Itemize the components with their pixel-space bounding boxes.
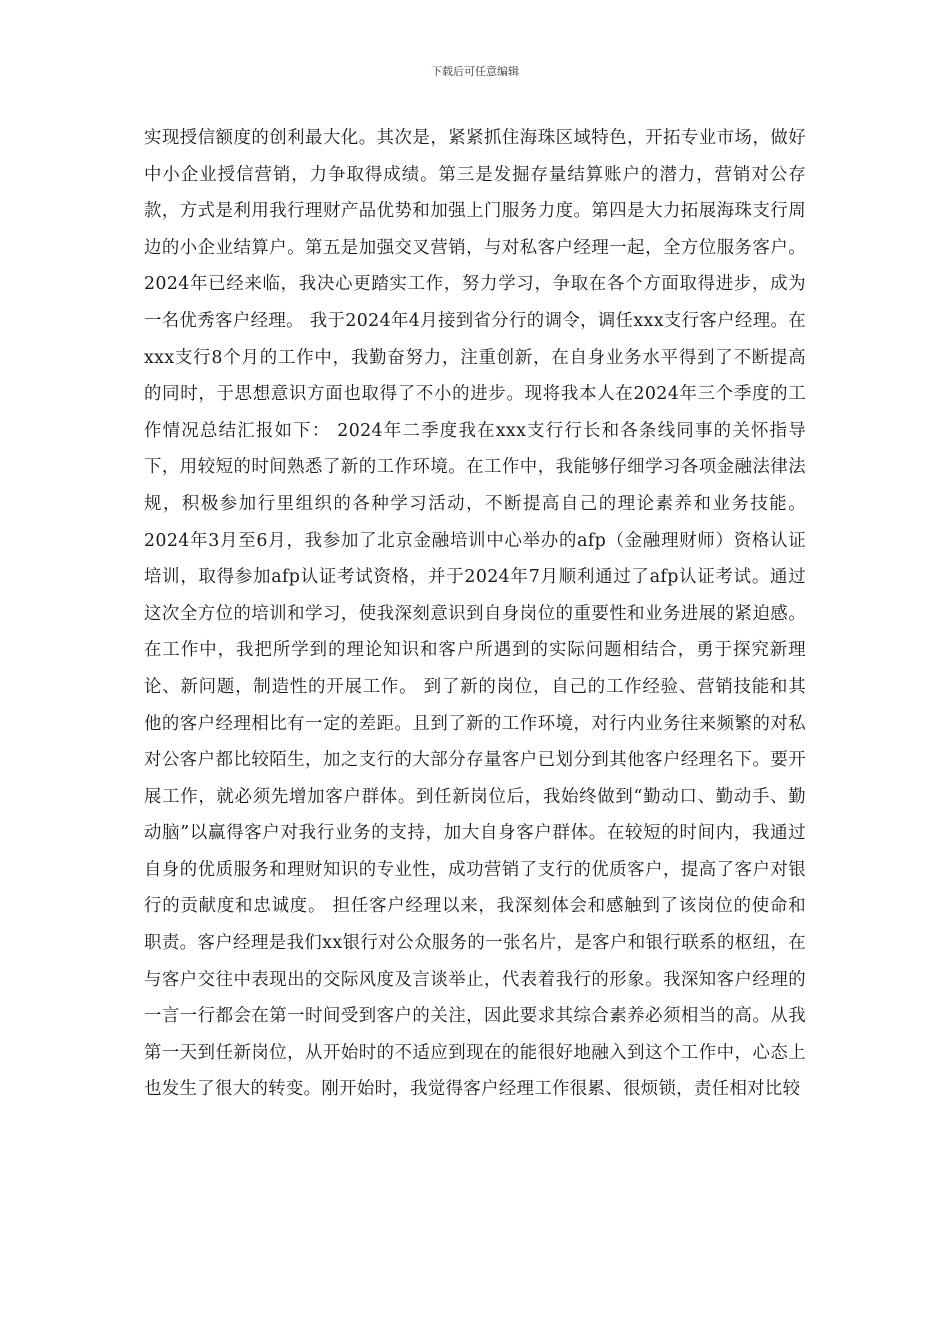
body-paragraph: 实现授信额度的创利最大化。其次是，紧紧抓住海珠区域特色，开拓专业市场，做好中小企业授信营销，力争取得成绩。第三是发掘存量结算账户的潜力，营销对公存款，方式是利用我行理财产品优势和加强上门服务力度。第四是大力拓展海珠支行周边的小企业结算户。第五是加强交叉营销，与对私客户经理一起，全方位服务客户。 2024年已经来临，我决心更踏实工作，努力学习，争取在各个方面取得进步，成为一名优秀客户经理。 我于2024年4月接到省分行的调令，调任xxx支行客户经理。在xxx支行8个月的工作中，我勤奋努力，注重创新，在自身业务水平得到了不断提高的同时，于思想意识方面也取得了不小的进步。现将我本人在2024年三个季度的工作情况总结汇报如下： 2024年二季度我在xxx支行行长和各条线同事的关怀指导下，用较短的时间熟悉了新的工作环境。在工作中，我能够仔细学习各项金融法律法规，积极参加行里组织的各种学习活动，不断提高自己的理论素养和业务技能。2024年3月至6月，我参加了北京金融培训中心举办的afp（金融理财师）资格认证培训，取得参加afp认证考试资格，并于2024年7月顺利通过了afp认证考试。通过这次全方位的培训和学习，使我深刻意识到自身岗位的重要性和业务进展的紧迫感。在工作中，我把所学到的理论知识和客户所遇到的实际问题相结合，勇于探究新理论、新问题，制造性的开展工作。 到了新的岗位，自己的工作经验、营销技能和其他的客户经理相比有一定的差距。且到了新的工作环境，对行内业务往来频繁的对私对公客户都比较陌生，加之支行的大部分存量客户已划分到其他客户经理名下。要开展工作，就必须先增加客户群体。到任新岗位后，我始终做到“勤动口、勤动手、勤动脑”以赢得客户对我行业务的支持，加大自身客户群体。在较短的时间内，我通过自身的优质服务和理财知识的专业性，成功营销了支行的优质客户，提高了客户对银行的贡献度和忠诚度。 担任客户经理以来，我深刻体会和感触到了该岗位的使命和职责。客户经理是我们xx银行对公众服务的一张名片，是客户和银行联系的枢纽，在与客户交往中表现出的交际风度及言谈举止，代表着我行的形象。我深知客户经理的一言一行都会在第一时间受到客户的关注，因此要求其综合素养必须相当的高。从我第一天到任新岗位，从开始时的不适应到现在的能很好地融入到这个工作中，心态上也发生了很大的转变。刚开始时，我觉得客户经理工作很累、很烦锁，责任相对比较: [144, 128, 806, 1100]
page-header: 下载后可任意编辑: [431, 65, 519, 78]
